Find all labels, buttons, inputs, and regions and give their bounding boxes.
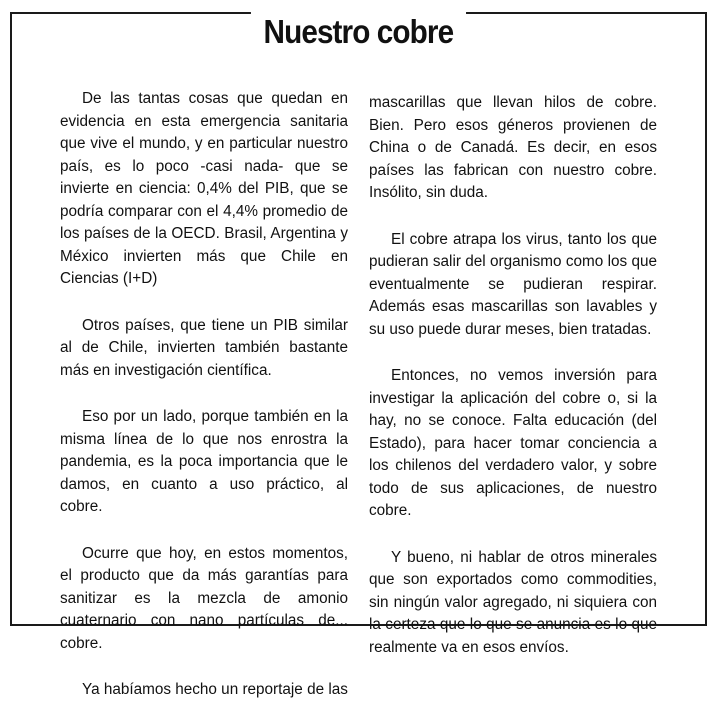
article-title: Nuestro cobre [251, 10, 466, 54]
paragraph: De las tantas cosas que quedan en evidencia en esta emergencia sanitaria que vive el mundo, y en particular nuestro país, es lo poco -casi nada- que se invierte en ciencia: 0,4% del PIB, que se podría comparar con el 4,4% promedio de los países de la OECD. Brasil, Argentina y México invierten más que Chile en Ciencias (I+D) [60, 90, 348, 287]
paragraph: El cobre atrapa los virus, tanto los que pudieran salir del organismo como los que eventualmente se pudieran respirar. Además esas mascarillas son lavables y su uso puede durar meses, bien tratadas. [369, 230, 657, 338]
paragraph: Ocurre que hoy, en estos momentos, el producto que da más garantías para sanitizar es la mezcla de amonio cuaternario con nano partículas de... cobre. [60, 544, 348, 652]
paragraph: Entonces, no vemos inversión para investigar la aplicación del cobre o, si la hay, no se conoce. Falta educación (del Estado), para hacer tomar conciencia a los chilenos del verdadero valor, y sobre todo de sus aplicaciones, de nuestro cobre. [369, 367, 657, 519]
left-column [60, 88, 348, 726]
article-frame [10, 12, 707, 698]
right-column [369, 92, 657, 683]
article-title-wrap [12, 10, 705, 54]
paragraph: Otros países, que tiene un PIB similar al de Chile, invierten también bastante más en investigación científica. [60, 316, 348, 379]
paragraph: Ya habíamos hecho un reportaje de las [82, 681, 348, 698]
paragraph: Eso por un lado, porque también en la misma línea de lo que nos enrostra la pandemia, es la poca importancia que le damos, en cuanto a uso práctico, al cobre. [60, 408, 348, 515]
paragraph: Y bueno, ni hablar de otros minerales que son exportados como commodities, sin ningún valor agregado, ni siquiera con la certeza que lo que se anuncia es lo que realmente va en esos envíos. [369, 548, 657, 656]
paragraph-continued: mascarillas que llevan hilos de cobre. Bien. Pero esos géneros provienen de China o de Canadá. Es decir, en esos países las fabrican con nuestro cobre. Insólito, sin duda. [369, 94, 657, 201]
